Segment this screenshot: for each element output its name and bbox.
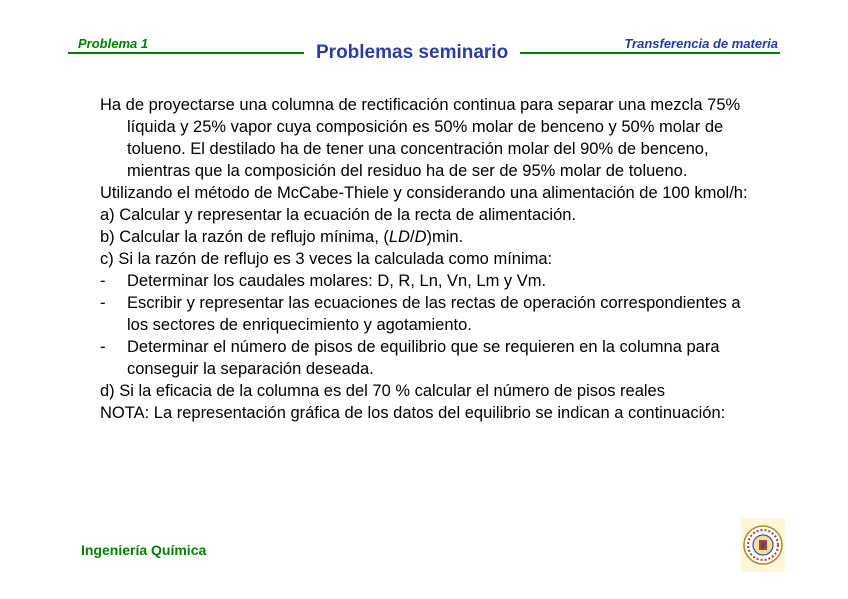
bullet-item bbox=[100, 336, 760, 380]
university-seal-icon bbox=[741, 518, 785, 572]
intro-paragraph: Ha de proyectarse una columna de rectificación continua para separar una mezcla 75% líquida y 25% vapor cuya composición es 50% molar de benceno y 50% molar de tolueno. El destilado ha de tener una concentración molar del 90% de benceno, mientras que la composición del residuo ha de ser de 95% molar de tolueno. bbox=[100, 96, 741, 180]
method-paragraph: Utilizando el método de McCabe-Thiele y considerando una alimentación de 100 kmol/h: bbox=[100, 184, 748, 202]
item-b-ld: LD bbox=[388, 228, 410, 246]
page-title: Problemas seminario bbox=[316, 42, 509, 63]
item-b bbox=[100, 226, 760, 248]
header-right-label: Transferencia de materia bbox=[624, 36, 778, 51]
header-left-label: Problema 1 bbox=[78, 36, 149, 51]
bullet-dash: - bbox=[100, 272, 106, 290]
bullet-item bbox=[100, 270, 760, 292]
footer-label: Ingeniería Química bbox=[81, 542, 207, 558]
item-d: d) Si la eficacia de la columna es del 70 % calcular el número de pisos reales bbox=[100, 382, 665, 400]
item-b-slash: / bbox=[409, 228, 415, 246]
header-rule-right bbox=[520, 52, 780, 54]
bullet-text: Escribir y representar las ecuaciones de las rectas de operación correspondientes a los sectores de enriquecimiento y agotamiento. bbox=[127, 294, 741, 334]
item-a: a) Calcular y representar la ecuación de la recta de alimentación. bbox=[100, 206, 577, 224]
bullet-dash: - bbox=[100, 338, 106, 356]
item-b-prefix: b) Calcular la razón de reflujo mínima, ( bbox=[100, 228, 389, 246]
header-rule-left bbox=[68, 52, 304, 54]
bullet-text: Determinar los caudales molares: D, R, Ln, Vn, Lm y Vm. bbox=[127, 272, 547, 290]
item-b-d: D bbox=[414, 228, 427, 246]
nota-paragraph: NOTA: La representación gráfica de los datos del equilibrio se indican a continuación: bbox=[100, 404, 726, 422]
bullet-dash: - bbox=[100, 294, 106, 312]
bullet-text: Determinar el número de pisos de equilibrio que se requieren en la columna para conseguir la separación deseada. bbox=[127, 338, 720, 378]
item-c: c) Si la razón de reflujo es 3 veces la calculada como mínima: bbox=[100, 250, 553, 268]
problem-statement bbox=[100, 94, 760, 424]
bullet-item bbox=[100, 292, 760, 336]
item-b-suffix: )min. bbox=[426, 228, 464, 246]
